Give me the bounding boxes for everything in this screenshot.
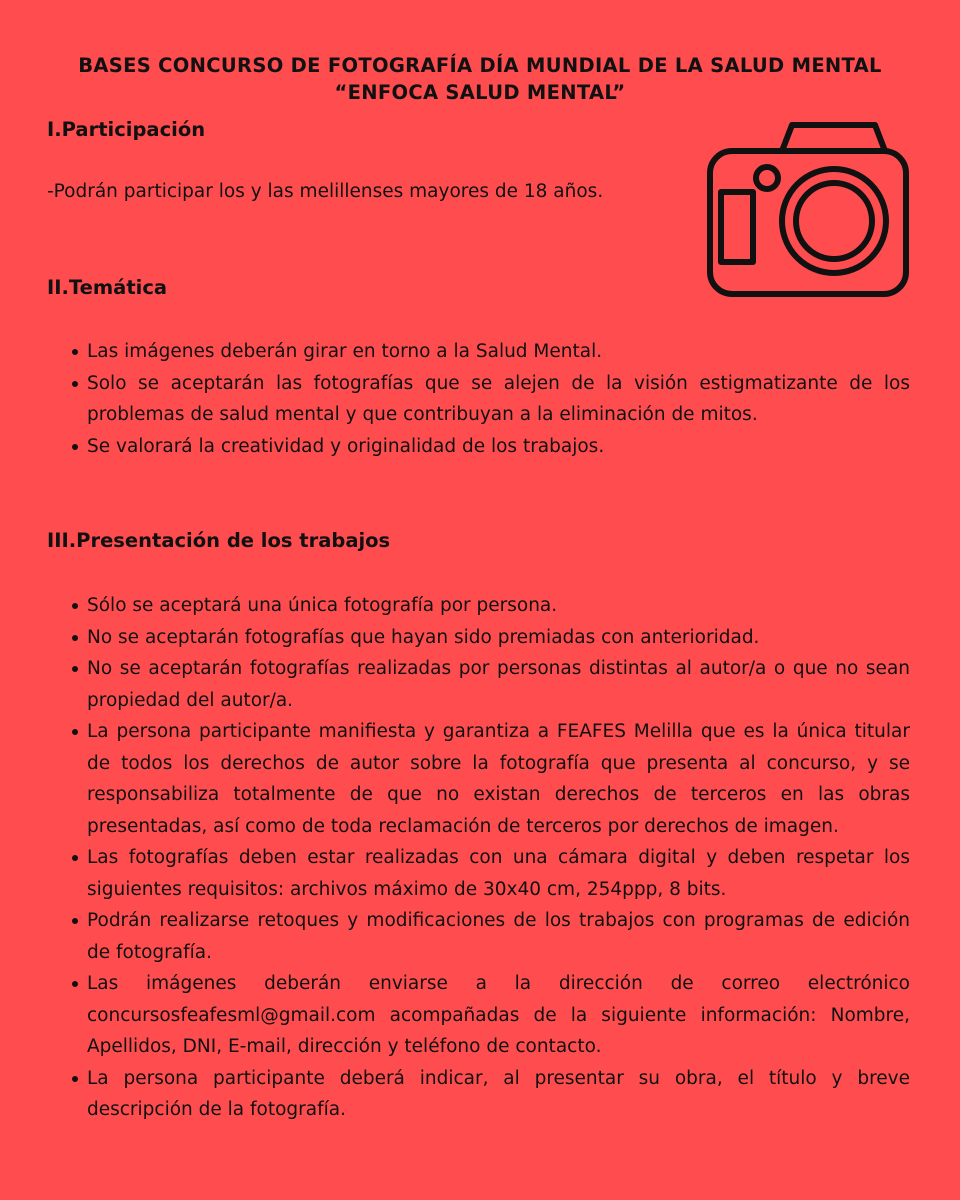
list-item: Las fotografías deben estar realizadas con una cámara digital y deben respetar los siguientes requisitos: archivos máximo de 30x40 cm, 254ppp, 8 bits.	[47, 842, 910, 905]
tematica-list	[47, 336, 910, 462]
title-line-1: BASES CONCURSO DE FOTOGRAFÍA DÍA MUNDIAL DE LA SALUD MENTAL	[78, 54, 882, 77]
list-item: No se aceptarán fotografías realizadas por personas distintas al autor/a o que no sean propiedad del autor/a.	[47, 653, 910, 716]
section-heading-presentacion: III.Presentación de los trabajos	[47, 529, 391, 552]
list-item: Podrán realizarse retoques y modificaciones de los trabajos con programas de edición de fotografía.	[47, 905, 910, 968]
list-item: Se valorará la creatividad y originalidad de los trabajos.	[47, 431, 910, 463]
list-item: Solo se aceptarán las fotografías que se alejen de la visión estigmatizante de los problemas de salud mental y que contribuyan a la eliminación de mitos.	[47, 368, 910, 431]
participation-text: -Podrán participar los y las melillenses mayores de 18 años.	[47, 181, 604, 202]
title-line-2: “ENFOCA SALUD MENTAL”	[334, 81, 626, 104]
camera-icon	[700, 115, 915, 305]
section-heading-participacion: I.Participación	[47, 118, 206, 141]
list-item: No se aceptarán fotografías que hayan sido premiadas con anterioridad.	[47, 622, 910, 654]
presentacion-list	[47, 590, 910, 1126]
list-item: Sólo se aceptará una única fotografía por persona.	[47, 590, 910, 622]
list-item: La persona participante deberá indicar, al presentar su obra, el título y breve descripción de la fotografía.	[47, 1063, 910, 1126]
list-item: La persona participante manifiesta y garantiza a FEAFES Melilla que es la única titular de todos los derechos de autor sobre la fotografía que presenta al concurso, y se responsabiliza totalmente de que no existan derechos de terceros en las obras presentadas, así como de toda reclamación de terceros por derechos de imagen.	[47, 716, 910, 842]
list-item: Las imágenes deberán enviarse a la dirección de correo electrónico concursosfeafesml@gmail.com acompañadas de la siguiente información: Nombre, Apellidos, DNI, E-mail, dirección y teléfono de contacto.	[47, 968, 910, 1063]
section-heading-tematica: II.Temática	[47, 276, 168, 299]
list-item: Las imágenes deberán girar en torno a la Salud Mental.	[47, 336, 910, 368]
document-title	[0, 52, 960, 106]
